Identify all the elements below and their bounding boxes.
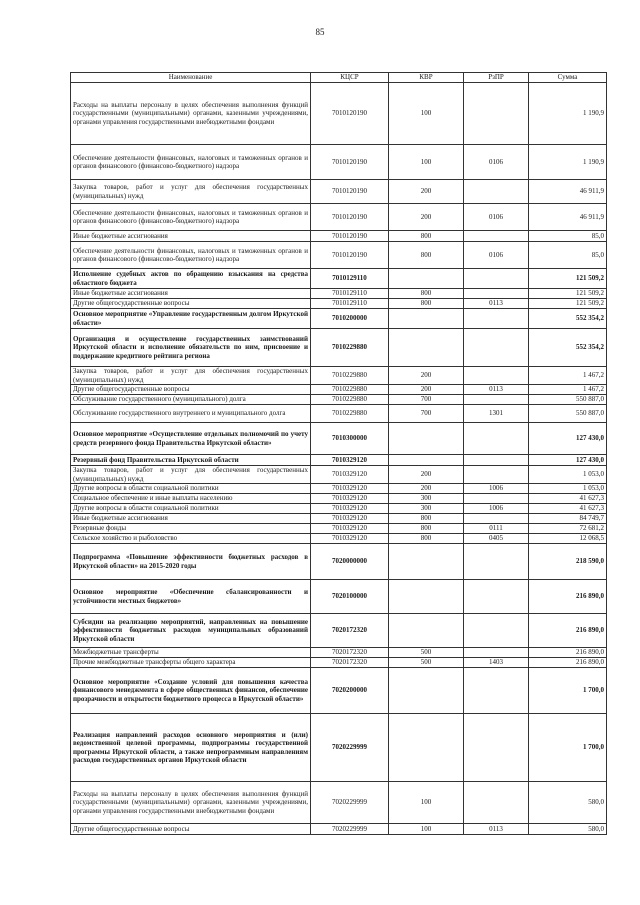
row-kvr-cell: 800 <box>389 242 464 269</box>
row-kvr-cell: 200 <box>389 180 464 204</box>
row-kcsr-cell: 7010300000 <box>311 423 389 455</box>
row-sum-cell: 580,0 <box>529 824 607 835</box>
row-rzpr-cell: 0405 <box>464 534 529 544</box>
row-kvr-cell <box>389 668 464 714</box>
row-rzpr-cell <box>464 466 529 484</box>
row-sum-cell: 216 890,0 <box>529 614 607 648</box>
row-rzpr-cell <box>464 514 529 524</box>
table-header-row <box>71 73 607 83</box>
row-sum-cell: 12 068,5 <box>529 534 607 544</box>
row-rzpr-cell <box>464 614 529 648</box>
row-rzpr-cell <box>464 231 529 242</box>
row-kcsr-cell: 7010229880 <box>311 405 389 423</box>
row-name-cell: Резервный фонд Правительства Иркутской области <box>71 455 311 466</box>
row-name-cell: Обслуживание государственного внутреннего и муниципального долга <box>71 405 311 423</box>
row-name-cell: Основное мероприятие «Обеспечение сбалансированности и устойчивости местных бюджетов» <box>71 580 311 614</box>
row-rzpr-cell <box>464 423 529 455</box>
row-sum-cell: 1 467,2 <box>529 367 607 385</box>
table-row <box>71 494 607 504</box>
table-row <box>71 580 607 614</box>
row-rzpr-cell <box>464 494 529 504</box>
row-kcsr-cell: 7020200000 <box>311 668 389 714</box>
row-rzpr-cell <box>464 329 529 367</box>
row-sum-cell: 1 190,9 <box>529 83 607 145</box>
table-row <box>71 367 607 385</box>
row-sum-cell: 46 911,9 <box>529 180 607 204</box>
row-kvr-cell: 800 <box>389 231 464 242</box>
row-kcsr-cell: 7020229999 <box>311 714 389 782</box>
row-rzpr-cell: 0113 <box>464 385 529 395</box>
row-kvr-cell: 300 <box>389 504 464 514</box>
row-sum-cell: 552 354,2 <box>529 329 607 367</box>
header-rzpr: РзПР <box>464 73 529 83</box>
row-kvr-cell <box>389 309 464 329</box>
table-row <box>71 714 607 782</box>
row-name-cell: Прочие межбюджетные трансферты общего характера <box>71 658 311 668</box>
row-sum-cell: 85,0 <box>529 242 607 269</box>
row-name-cell: Другие общегосударственные вопросы <box>71 385 311 395</box>
row-name-cell: Обеспечение деятельности финансовых, налоговых и таможенных органов и органов финансового (финансово-бюджетного) надзора <box>71 145 311 180</box>
row-kvr-cell: 100 <box>389 145 464 180</box>
row-kvr-cell: 300 <box>389 494 464 504</box>
table-row <box>71 385 607 395</box>
row-kvr-cell: 100 <box>389 782 464 824</box>
row-kcsr-cell: 7020229999 <box>311 824 389 835</box>
table-row <box>71 299 607 309</box>
row-rzpr-cell <box>464 648 529 658</box>
table-row <box>71 423 607 455</box>
row-sum-cell: 550 887,0 <box>529 405 607 423</box>
row-kvr-cell <box>389 423 464 455</box>
page-number: 85 <box>315 27 325 37</box>
row-rzpr-cell: 0106 <box>464 242 529 269</box>
row-name-cell: Закупка товаров, работ и услуг для обеспечения государственных (муниципальных) нужд <box>71 367 311 385</box>
row-kcsr-cell: 7010120190 <box>311 83 389 145</box>
row-name-cell: Основное мероприятие «Управление государственным долгом Иркутской области» <box>71 309 311 329</box>
row-kcsr-cell: 7010329120 <box>311 504 389 514</box>
row-rzpr-cell: 1301 <box>464 405 529 423</box>
row-kcsr-cell: 7010229880 <box>311 385 389 395</box>
row-kcsr-cell: 7010120190 <box>311 242 389 269</box>
table-body <box>71 83 607 835</box>
table-row <box>71 484 607 494</box>
row-kvr-cell: 800 <box>389 299 464 309</box>
table-row <box>71 466 607 484</box>
table-row <box>71 824 607 835</box>
row-sum-cell: 84 749,7 <box>529 514 607 524</box>
table-row <box>71 405 607 423</box>
row-rzpr-cell <box>464 668 529 714</box>
row-sum-cell: 1 700,0 <box>529 668 607 714</box>
table-row <box>71 204 607 231</box>
row-kvr-cell: 200 <box>389 466 464 484</box>
row-name-cell: Закупка товаров, работ и услуг для обеспечения государственных (муниципальных) нужд <box>71 466 311 484</box>
row-sum-cell: 216 890,0 <box>529 658 607 668</box>
row-rzpr-cell: 1006 <box>464 504 529 514</box>
row-sum-cell: 218 590,0 <box>529 544 607 580</box>
row-kvr-cell <box>389 580 464 614</box>
row-kcsr-cell: 7020172320 <box>311 658 389 668</box>
row-kvr-cell: 200 <box>389 367 464 385</box>
table-row <box>71 782 607 824</box>
row-rzpr-cell: 0111 <box>464 524 529 534</box>
row-sum-cell: 216 890,0 <box>529 648 607 658</box>
row-kcsr-cell: 7010329120 <box>311 524 389 534</box>
row-rzpr-cell: 0113 <box>464 299 529 309</box>
row-sum-cell: 127 430,0 <box>529 423 607 455</box>
row-kcsr-cell: 7010129110 <box>311 299 389 309</box>
row-rzpr-cell <box>464 580 529 614</box>
row-name-cell: Другие общегосударственные вопросы <box>71 824 311 835</box>
header-sum: Сумма <box>529 73 607 83</box>
table-row <box>71 668 607 714</box>
row-name-cell: Расходы на выплаты персоналу в целях обеспечения выполнения функций государственными (муниципальными) органами, казенными учреждениями, органами управления государственными внебюджетными фондами <box>71 782 311 824</box>
row-name-cell: Обеспечение деятельности финансовых, налоговых и таможенных органов и органов финансового (финансово-бюджетного) надзора <box>71 242 311 269</box>
row-rzpr-cell: 0113 <box>464 824 529 835</box>
table-row <box>71 289 607 299</box>
table-row <box>71 395 607 405</box>
row-name-cell: Иные бюджетные ассигнования <box>71 289 311 299</box>
row-kvr-cell <box>389 614 464 648</box>
table-row <box>71 83 607 145</box>
row-kcsr-cell: 7010120190 <box>311 145 389 180</box>
row-sum-cell: 1 700,0 <box>529 714 607 782</box>
table-row <box>71 231 607 242</box>
row-sum-cell: 216 890,0 <box>529 580 607 614</box>
row-sum-cell: 1 053,0 <box>529 466 607 484</box>
row-rzpr-cell <box>464 180 529 204</box>
row-rzpr-cell <box>464 309 529 329</box>
row-sum-cell: 46 911,9 <box>529 204 607 231</box>
row-sum-cell: 41 627,3 <box>529 494 607 504</box>
row-rzpr-cell <box>464 714 529 782</box>
row-kcsr-cell: 7010129110 <box>311 289 389 299</box>
table-row <box>71 242 607 269</box>
row-name-cell: Закупка товаров, работ и услуг для обеспечения государственных (муниципальных) нужд <box>71 180 311 204</box>
row-rzpr-cell <box>464 367 529 385</box>
row-rzpr-cell <box>464 289 529 299</box>
row-name-cell: Другие общегосударственные вопросы <box>71 299 311 309</box>
row-kcsr-cell: 7010329120 <box>311 455 389 466</box>
row-sum-cell: 127 430,0 <box>529 455 607 466</box>
row-rzpr-cell <box>464 544 529 580</box>
row-name-cell: Основное мероприятие «Осуществление отдельных полномочий по учету средств резервного фонда Правительства Иркутской области» <box>71 423 311 455</box>
row-name-cell: Другие вопросы в области социальной политики <box>71 504 311 514</box>
row-kcsr-cell: 7010120190 <box>311 180 389 204</box>
row-rzpr-cell <box>464 782 529 824</box>
row-kvr-cell: 800 <box>389 524 464 534</box>
row-rzpr-cell <box>464 269 529 289</box>
row-kvr-cell: 100 <box>389 824 464 835</box>
row-name-cell: Исполнение судебных актов по обращению взыскания на средства областного бюджета <box>71 269 311 289</box>
row-rzpr-cell: 1403 <box>464 658 529 668</box>
row-sum-cell: 1 467,2 <box>529 385 607 395</box>
budget-table <box>70 72 607 835</box>
row-rzpr-cell: 1006 <box>464 484 529 494</box>
row-kvr-cell: 200 <box>389 385 464 395</box>
row-sum-cell: 41 627,3 <box>529 504 607 514</box>
row-name-cell: Расходы на выплаты персоналу в целях обеспечения выполнения функций государственными (муниципальными) органами, казенными учреждениями, органами управления государственными внебюджетными фондами <box>71 83 311 145</box>
row-name-cell: Организация и осуществление государственных заимствований Иркутской области и исполнение обязательств по ним, присвоение и поддержание кредитного рейтинга региона <box>71 329 311 367</box>
row-name-cell: Обеспечение деятельности финансовых, налоговых и таможенных органов и органов финансового (финансово-бюджетного) надзора <box>71 204 311 231</box>
row-kvr-cell <box>389 544 464 580</box>
table-row <box>71 504 607 514</box>
table-row <box>71 180 607 204</box>
row-kcsr-cell: 7010329120 <box>311 534 389 544</box>
row-kvr-cell: 200 <box>389 204 464 231</box>
row-rzpr-cell: 0106 <box>464 145 529 180</box>
row-kcsr-cell: 7010229880 <box>311 329 389 367</box>
row-rzpr-cell <box>464 395 529 405</box>
header-name: Наименование <box>71 73 311 83</box>
row-kcsr-cell: 7020172320 <box>311 614 389 648</box>
row-kcsr-cell: 7010329120 <box>311 514 389 524</box>
row-sum-cell: 580,0 <box>529 782 607 824</box>
row-name-cell: Социальное обеспечение и иные выплаты населению <box>71 494 311 504</box>
row-sum-cell: 550 887,0 <box>529 395 607 405</box>
row-kvr-cell: 500 <box>389 658 464 668</box>
row-name-cell: Иные бюджетные ассигнования <box>71 514 311 524</box>
row-kvr-cell: 700 <box>389 405 464 423</box>
row-kcsr-cell: 7020100000 <box>311 580 389 614</box>
table-row <box>71 145 607 180</box>
row-sum-cell: 552 354,2 <box>529 309 607 329</box>
row-kcsr-cell: 7020000000 <box>311 544 389 580</box>
table-row <box>71 614 607 648</box>
row-sum-cell: 121 509,2 <box>529 299 607 309</box>
row-kcsr-cell: 7010329120 <box>311 466 389 484</box>
row-name-cell: Основное мероприятие «Создание условий для повышения качества финансового менеджмента в сфере общественных финансов, обеспечение прозрачности и открытости бюджетного процесса в Иркутской области» <box>71 668 311 714</box>
row-kcsr-cell: 7010329120 <box>311 494 389 504</box>
row-name-cell: Иные бюджетные ассигнования <box>71 231 311 242</box>
row-rzpr-cell <box>464 83 529 145</box>
table-row <box>71 648 607 658</box>
row-kvr-cell: 700 <box>389 395 464 405</box>
row-kcsr-cell: 7010329120 <box>311 484 389 494</box>
row-sum-cell: 121 509,2 <box>529 269 607 289</box>
row-rzpr-cell: 0106 <box>464 204 529 231</box>
row-kvr-cell: 200 <box>389 484 464 494</box>
table-row <box>71 544 607 580</box>
row-kvr-cell <box>389 455 464 466</box>
row-name-cell: Обслуживание государственного (муниципального) долга <box>71 395 311 405</box>
row-kvr-cell: 100 <box>389 83 464 145</box>
row-kvr-cell: 800 <box>389 289 464 299</box>
table-row <box>71 524 607 534</box>
table-row <box>71 514 607 524</box>
row-kvr-cell: 800 <box>389 534 464 544</box>
header-kcsr: КЦСР <box>311 73 389 83</box>
row-kvr-cell: 500 <box>389 648 464 658</box>
row-name-cell: Межбюджетные трансферты <box>71 648 311 658</box>
row-sum-cell: 1 190,9 <box>529 145 607 180</box>
row-sum-cell: 72 681,2 <box>529 524 607 534</box>
row-name-cell: Реализация направлений расходов основного мероприятия и (или) ведомственной целевой программы, подпрограммы государственной программы Иркутской области, а также непрограммным направлениям расходов государственных органов Иркутской области <box>71 714 311 782</box>
row-kcsr-cell: 7010229880 <box>311 395 389 405</box>
row-kvr-cell <box>389 329 464 367</box>
row-kcsr-cell: 7010120190 <box>311 204 389 231</box>
row-name-cell: Субсидии на реализацию мероприятий, направленных на повышение эффективности бюджетных расходов муниципальных образований Иркутской области <box>71 614 311 648</box>
table-row <box>71 309 607 329</box>
row-kvr-cell <box>389 269 464 289</box>
row-rzpr-cell <box>464 455 529 466</box>
row-kcsr-cell: 7010120190 <box>311 231 389 242</box>
row-name-cell: Другие вопросы в области социальной политики <box>71 484 311 494</box>
row-name-cell: Подпрограмма «Повышение эффективности бюджетных расходов в Иркутской области» на 2015-2020 годы <box>71 544 311 580</box>
table-row <box>71 534 607 544</box>
table-row <box>71 269 607 289</box>
row-sum-cell: 121 509,2 <box>529 289 607 299</box>
row-name-cell: Резервные фонды <box>71 524 311 534</box>
row-kvr-cell: 800 <box>389 514 464 524</box>
table-row <box>71 455 607 466</box>
row-name-cell: Сельское хозяйство и рыболовство <box>71 534 311 544</box>
row-kcsr-cell: 7020172320 <box>311 648 389 658</box>
row-kcsr-cell: 7010129110 <box>311 269 389 289</box>
row-kcsr-cell: 7010229880 <box>311 367 389 385</box>
table-row <box>71 329 607 367</box>
header-kvr: КВР <box>389 73 464 83</box>
table-row <box>71 658 607 668</box>
row-kcsr-cell: 7020229999 <box>311 782 389 824</box>
row-sum-cell: 1 053,0 <box>529 484 607 494</box>
row-kcsr-cell: 7010200000 <box>311 309 389 329</box>
row-sum-cell: 85,0 <box>529 231 607 242</box>
row-kvr-cell <box>389 714 464 782</box>
